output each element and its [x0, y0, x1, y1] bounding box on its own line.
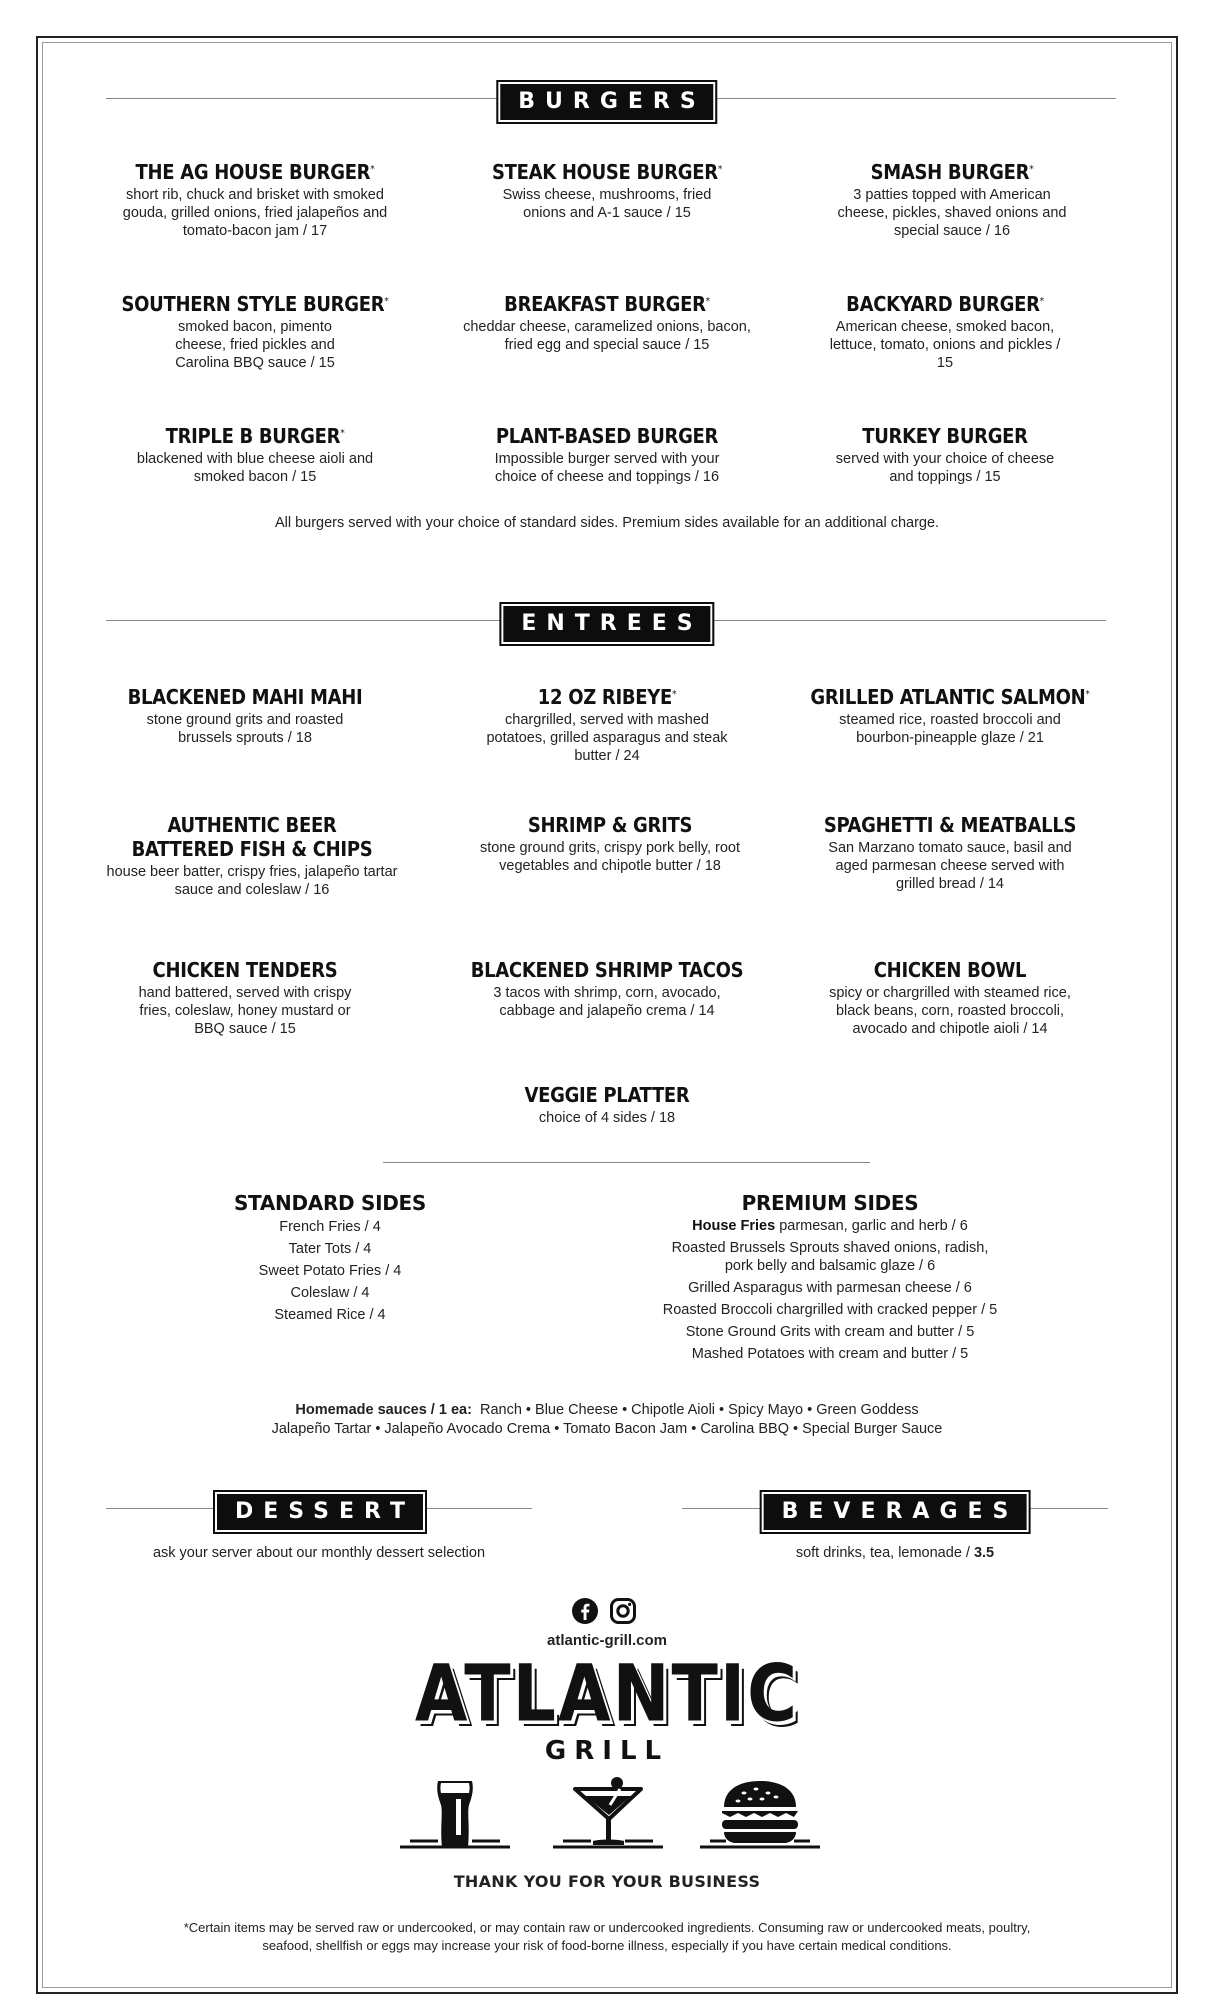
dessert-description: ask your server about our monthly dessert selection	[152, 1545, 486, 1561]
item-description: chargrilled, served with mashed potatoes, grilled asparagus and steak butter / 24	[486, 712, 728, 764]
burgers-sides-note: All burgers served with your choice of standard sides. Premium sides available for an additional charge.	[274, 515, 940, 531]
item-description: choice of 4 sides / 18	[538, 1110, 676, 1126]
item-name: SHRIMP & GRITS	[527, 813, 693, 837]
beverages-items: soft drinks, tea, lemonade /	[795, 1545, 974, 1561]
item-name: SPAGHETTI & MEATBALLS	[823, 813, 1077, 837]
menu-item	[442, 160, 772, 222]
item-name: BACKYARD BURGER	[846, 292, 1040, 316]
item-description: San Marzano tomato sauce, basil and aged parmesan cheese served with grilled bread / 14	[828, 840, 1072, 892]
premium-side-item	[635, 1279, 1025, 1297]
sauces-line-2: Jalapeño Tartar • Jalapeño Avocado Crema • Tomato Bacon Jam • Carolina BBQ • Special Burger Sauce	[271, 1421, 943, 1437]
item-description: house beer batter, crispy fries, jalapeño tartar sauce and coleslaw / 16	[106, 864, 398, 898]
beverages-price: 3.5	[973, 1545, 995, 1561]
menu-item	[80, 958, 410, 1038]
menu-item	[780, 292, 1110, 372]
menu-item	[442, 292, 772, 354]
instagram-icon[interactable]	[609, 1597, 637, 1625]
premium-sides	[635, 1190, 1025, 1367]
entrees-heading: ENTREES	[501, 604, 712, 644]
raw-warning-mark: *	[1085, 689, 1090, 700]
sauces-label: Homemade sauces / 1 ea:	[295, 1402, 472, 1418]
beverages-description	[682, 1545, 1108, 1561]
sauces-line-1	[0, 1402, 1214, 1418]
menu-item	[785, 958, 1115, 1038]
raw-warning-mark: *	[370, 164, 375, 175]
menu-item	[90, 160, 420, 240]
premium-side-desc: shaved onions, radish, pork belly and balsamic glaze / 6	[724, 1240, 989, 1274]
premium-side-name: Roasted Broccoli	[662, 1302, 773, 1318]
item-name: VEGGIE PLATTER	[524, 1083, 690, 1107]
item-name: CHICKEN TENDERS	[152, 958, 338, 982]
raw-warning-mark: *	[1029, 164, 1034, 175]
item-description: Swiss cheese, mushrooms, fried onions and A-1 sauce / 15	[502, 187, 712, 221]
website[interactable]: atlantic-grill.com	[546, 1632, 668, 1649]
premium-side-name: Mashed Potatoes	[691, 1346, 805, 1362]
facebook-icon[interactable]	[571, 1597, 599, 1625]
premium-side-desc: with cream and butter / 5	[804, 1346, 969, 1362]
beverages-heading: BEVERAGES	[762, 1492, 1029, 1532]
item-description: stone ground grits and roasted brussels sprouts / 18	[146, 712, 344, 746]
standard-sides	[200, 1190, 460, 1326]
logo-grill: GRILL	[544, 1736, 670, 1766]
item-description: stone ground grits, crispy pork belly, root vegetables and chipotle butter / 18	[479, 840, 741, 874]
raw-warning-mark: *	[671, 689, 677, 700]
item-description: 3 patties topped with American cheese, pickles, shaved onions and special sauce / 16	[837, 187, 1067, 239]
premium-sides-title: PREMIUM SIDES	[741, 1191, 919, 1215]
menu-item	[90, 424, 420, 486]
premium-side-item	[635, 1323, 1025, 1341]
brand-logo	[0, 1649, 1214, 1740]
side-item: Coleslaw / 4	[290, 1285, 370, 1301]
logo-subtitle	[0, 1736, 1214, 1766]
item-name: TURKEY BURGER	[862, 424, 1028, 448]
side-item: French Fries / 4	[279, 1219, 381, 1235]
item-name: STEAK HOUSE BURGER	[491, 160, 718, 184]
premium-side-desc: chargrilled with cracked pepper / 5	[772, 1302, 998, 1318]
premium-side-name: Grilled Asparagus	[688, 1280, 803, 1296]
menu-item	[90, 292, 420, 372]
menu-item	[442, 958, 772, 1020]
burger-icon	[700, 1775, 820, 1855]
item-name: THE AG HOUSE BURGER	[135, 160, 371, 184]
item-name: SOUTHERN STYLE BURGER	[121, 292, 385, 316]
standard-sides-title: STANDARD SIDES	[233, 1191, 427, 1215]
premium-side-item	[635, 1217, 1025, 1235]
menu-item	[442, 685, 772, 765]
premium-side-name: House Fries	[692, 1218, 776, 1234]
premium-side-desc: parmesan, garlic and herb / 6	[775, 1218, 968, 1234]
social-icons	[571, 1597, 643, 1627]
item-name: CHICKEN BOWL	[873, 958, 1027, 982]
item-description: smoked bacon, pimento cheese, fried pickles and Carolina BBQ sauce / 15	[175, 319, 335, 371]
item-description: Impossible burger served with your choice of cheese and toppings / 16	[494, 451, 720, 485]
item-description: served with your choice of cheese and toppings / 15	[835, 451, 1055, 485]
item-description: spicy or chargrilled with steamed rice, black beans, corn, roasted broccoli, avocado and chipotle aioli / 14	[829, 985, 1071, 1037]
premium-side-desc: with cream and butter / 5	[810, 1324, 975, 1340]
menu-item	[780, 424, 1110, 486]
logo-wordmark: ATLANTIC	[414, 1649, 800, 1740]
raw-warning-mark: *	[340, 428, 345, 439]
item-name: SMASH BURGER	[870, 160, 1030, 184]
premium-side-item	[635, 1301, 1025, 1319]
premium-side-item	[635, 1345, 1025, 1363]
martini-glass-icon	[553, 1775, 663, 1855]
raw-warning-mark: *	[1039, 296, 1044, 307]
sauces-list-1: Ranch • Blue Cheese • Chipotle Aioli • Spicy Mayo • Green Goddess	[479, 1402, 919, 1418]
item-name: BLACKENED SHRIMP TACOS	[470, 958, 744, 982]
premium-side-desc: with parmesan cheese / 6	[802, 1280, 972, 1296]
item-name: AUTHENTIC BEER BATTERED FISH & CHIPS	[131, 813, 373, 861]
menu-item	[785, 685, 1115, 747]
raw-warning-mark: *	[717, 164, 723, 175]
raw-warning-mark: *	[705, 296, 710, 307]
thank-you-message: THANK YOU FOR YOUR BUSINESS	[453, 1872, 761, 1891]
item-name: TRIPLE B BURGER	[165, 424, 341, 448]
menu-item	[442, 424, 772, 486]
menu-item	[787, 160, 1117, 240]
item-description: short rib, chuck and brisket with smoked gouda, grilled onions, fried jalapeños and tomato-bacon jam / 17	[122, 187, 388, 239]
item-description: hand battered, served with crispy fries, coleslaw, honey mustard or BBQ sauce / 15	[138, 985, 352, 1037]
item-name: BREAKFAST BURGER	[504, 292, 706, 316]
item-name: GRILLED ATLANTIC SALMON	[810, 685, 1086, 709]
menu-item	[87, 813, 417, 899]
item-name: PLANT-BASED BURGER	[495, 424, 719, 448]
sides-divider	[383, 1162, 870, 1163]
menu-item	[80, 685, 410, 747]
premium-side-name: Roasted Brussels Sprouts	[671, 1240, 840, 1256]
item-name: BLACKENED MAHI MAHI	[127, 685, 363, 709]
burgers-heading: BURGERS	[498, 82, 715, 122]
disclaimer-line-1: *Certain items may be served raw or undercooked, or may contain raw or undercooked ingredients. Consuming raw or undercooked meats, poultry,	[183, 1920, 1031, 1935]
item-description: cheddar cheese, caramelized onions, bacon, fried egg and special sauce / 15	[463, 319, 751, 353]
item-description: steamed rice, roasted broccoli and bourbon-pineapple glaze / 21	[839, 712, 1061, 746]
premium-side-item	[670, 1239, 990, 1275]
raw-warning-mark: *	[384, 296, 389, 307]
disclaimer-line-2: seafood, shellfish or eggs may increase your risk of food-borne illness, especially if you have certain medical conditions.	[262, 1938, 952, 1953]
dessert-heading: DESSERT	[215, 1492, 425, 1532]
item-name: 12 OZ RIBEYE	[537, 685, 672, 709]
item-description: 3 tacos with shrimp, corn, avocado, cabbage and jalapeño crema / 14	[493, 985, 721, 1019]
menu-item	[785, 813, 1115, 893]
item-description: American cheese, smoked bacon, lettuce, tomato, onions and pickles / 15	[829, 319, 1061, 371]
menu-item	[445, 813, 775, 875]
side-item: Steamed Rice / 4	[274, 1307, 386, 1323]
side-item: Tater Tots / 4	[288, 1241, 372, 1257]
menu-item	[442, 1083, 772, 1127]
beer-glass-icon	[400, 1775, 510, 1855]
item-description: blackened with blue cheese aioli and smoked bacon / 15	[136, 451, 374, 485]
premium-side-name: Stone Ground Grits	[685, 1324, 811, 1340]
side-item: Sweet Potato Fries / 4	[258, 1263, 402, 1279]
